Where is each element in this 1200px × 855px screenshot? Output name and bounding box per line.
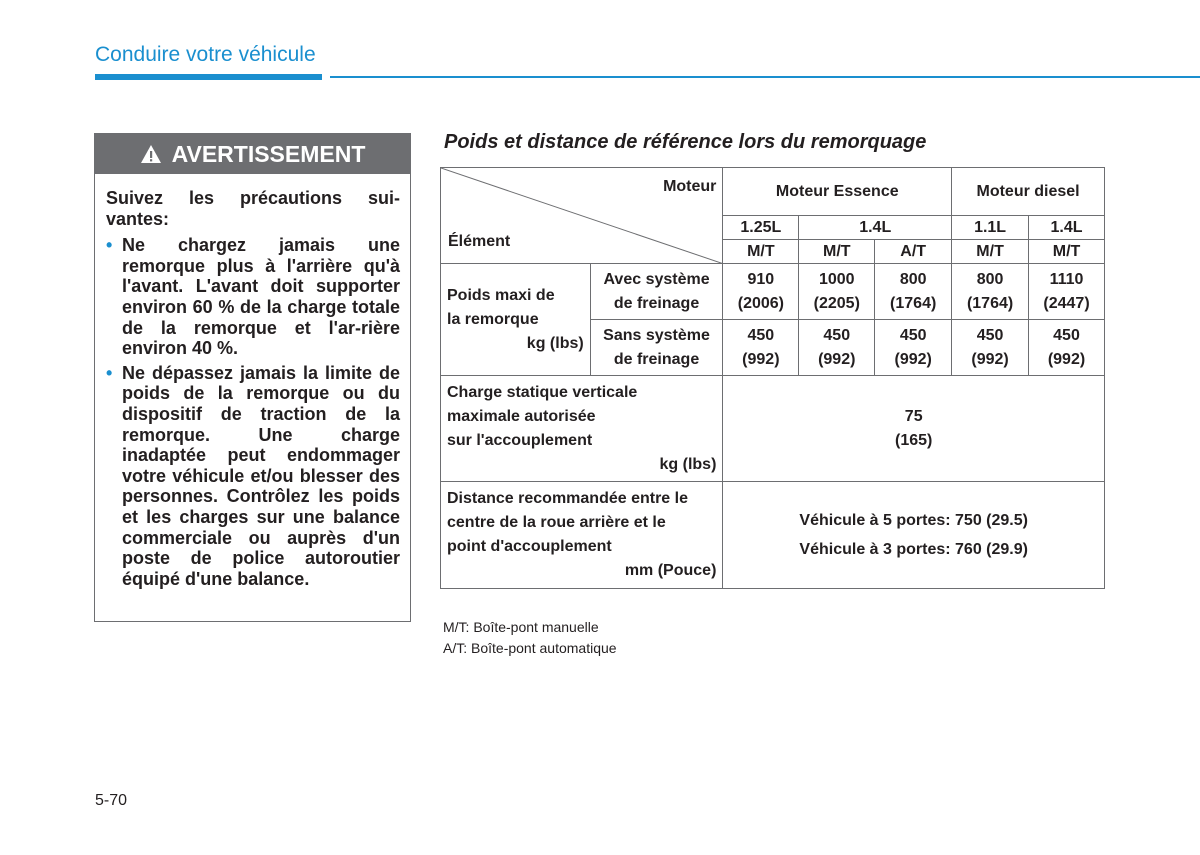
table-cell xyxy=(952,320,1029,376)
table-cell xyxy=(1029,264,1105,320)
transmission-header: M/T xyxy=(723,240,799,264)
warning-intro: Suivez les précautions sui-vantes: xyxy=(106,188,400,229)
cell-value-alt: (2006) xyxy=(737,294,784,312)
table-cell xyxy=(875,264,952,320)
cell-value: 450 xyxy=(747,326,775,344)
list-item-text: Ne chargez jamais une remorque plus à l'arrière qu'à l'avant. L'avant doit supporter environ 60 % de la charge totale de la remorque et l'ar-rière environ 40 %. xyxy=(122,235,400,359)
table-row xyxy=(441,376,1105,482)
row-label-text: maximale autorisée xyxy=(447,407,596,425)
displacement-header: 1.4L xyxy=(1029,216,1105,240)
table-cell xyxy=(799,264,875,320)
trailer-weight-label xyxy=(441,264,591,376)
cell-value: Véhicule à 5 portes: 750 (29.5) xyxy=(799,512,1028,529)
distance-label xyxy=(441,482,723,589)
with-brake-label xyxy=(590,264,723,320)
warning-header xyxy=(95,134,410,174)
distance-value xyxy=(723,482,1105,589)
cell-value-alt: (2447) xyxy=(1043,294,1090,312)
bullet-icon: • xyxy=(106,362,113,383)
row-label-text: sur l'accouplement xyxy=(447,431,593,449)
row-unit: kg (lbs) xyxy=(526,334,584,352)
cell-value: 1000 xyxy=(818,270,855,288)
static-load-label xyxy=(441,376,723,482)
cell-value-alt: (1764) xyxy=(890,294,937,312)
displacement-header: 1.4L xyxy=(799,216,952,240)
list-item xyxy=(106,235,400,359)
footnote: M/T: Boîte-pont manuelle xyxy=(443,619,599,635)
row-label-text: de freinage xyxy=(613,294,700,312)
row-label-text: point d'accouplement xyxy=(447,538,612,555)
table-cell xyxy=(723,320,799,376)
bullet-icon: • xyxy=(106,235,113,256)
cell-value: Véhicule à 3 portes: 760 (29.9) xyxy=(799,541,1028,558)
table-cell xyxy=(875,320,952,376)
table-row xyxy=(441,264,1105,320)
header-rule-thin xyxy=(330,76,1200,78)
row-label-text: Avec système xyxy=(603,270,710,288)
table-cell xyxy=(723,264,799,320)
row-unit: mm (Pouce) xyxy=(624,562,717,579)
table-row xyxy=(441,482,1105,589)
row-label-text: de freinage xyxy=(613,350,700,368)
warning-body xyxy=(95,174,410,589)
cell-value-alt: (165) xyxy=(895,431,933,449)
transmission-header: M/T xyxy=(1029,240,1105,264)
cell-value: 910 xyxy=(747,270,775,288)
list-item-text: Ne dépassez jamais la limite de poids de la remorque ou du dispositif de traction de la remorque. Une charge inadaptée peut endommager votre véhicule et/ou blesser des personnes. Contrôlez les poids et les charges sur une balance commerciale ou auprès d'un poste de police autoroutier équipé d'une balance. xyxy=(122,362,400,589)
cell-value-alt: (992) xyxy=(971,350,1009,368)
table-corner-cell xyxy=(441,168,723,264)
engine-group-header: Moteur Essence xyxy=(723,168,952,216)
transmission-header: M/T xyxy=(799,240,875,264)
transmission-header: M/T xyxy=(952,240,1029,264)
cell-value-alt: (992) xyxy=(818,350,856,368)
cell-value: 450 xyxy=(899,326,927,344)
displacement-header: 1.1L xyxy=(952,216,1029,240)
cell-value: 1110 xyxy=(1049,270,1084,288)
cell-value: 450 xyxy=(823,326,851,344)
row-label-text: la remorque xyxy=(447,310,539,328)
without-brake-label xyxy=(590,320,723,376)
list-item xyxy=(106,363,400,590)
cell-value-alt: (992) xyxy=(894,350,932,368)
row-label-text: Poids maxi de xyxy=(447,286,555,304)
towing-spec-table xyxy=(440,167,1105,589)
section-title: Conduire votre véhicule xyxy=(95,43,316,66)
cell-value: 75 xyxy=(904,407,923,425)
row-unit: kg (lbs) xyxy=(659,455,717,473)
page-number: 5-70 xyxy=(95,792,128,809)
corner-header-engine: Moteur xyxy=(663,178,717,195)
footnote: A/T: Boîte-pont automatique xyxy=(443,640,617,656)
cell-value-alt: (992) xyxy=(742,350,780,368)
table-cell xyxy=(1029,320,1105,376)
warning-list xyxy=(106,235,400,589)
static-load-value xyxy=(723,376,1105,482)
row-label-text: Distance recommandée entre le xyxy=(447,490,688,507)
row-label-text: Sans système xyxy=(603,326,710,344)
cell-value: 450 xyxy=(1053,326,1080,344)
displacement-header: 1.25L xyxy=(723,216,799,240)
warning-box xyxy=(94,133,411,622)
row-label-text: centre de la roue arrière et le xyxy=(447,514,666,531)
corner-header-element: Élément xyxy=(448,233,511,250)
warning-triangle-icon xyxy=(140,144,162,164)
table-title: Poids et distance de référence lors du remorquage xyxy=(444,131,927,153)
cell-value: 800 xyxy=(976,270,1004,288)
cell-value: 800 xyxy=(899,270,927,288)
transmission-header: A/T xyxy=(875,240,952,264)
table-cell xyxy=(952,264,1029,320)
cell-value-alt: (992) xyxy=(1047,350,1086,368)
warning-title: AVERTISSEMENT xyxy=(171,140,366,167)
header-rule-thick xyxy=(95,74,322,80)
engine-group-header: Moteur diesel xyxy=(952,168,1105,216)
row-label-text: Charge statique verticale xyxy=(447,383,638,401)
cell-value: 450 xyxy=(976,326,1004,344)
table-cell xyxy=(799,320,875,376)
cell-value-alt: (1764) xyxy=(966,294,1014,312)
cell-value-alt: (2205) xyxy=(813,294,860,312)
table-row xyxy=(441,168,1105,216)
